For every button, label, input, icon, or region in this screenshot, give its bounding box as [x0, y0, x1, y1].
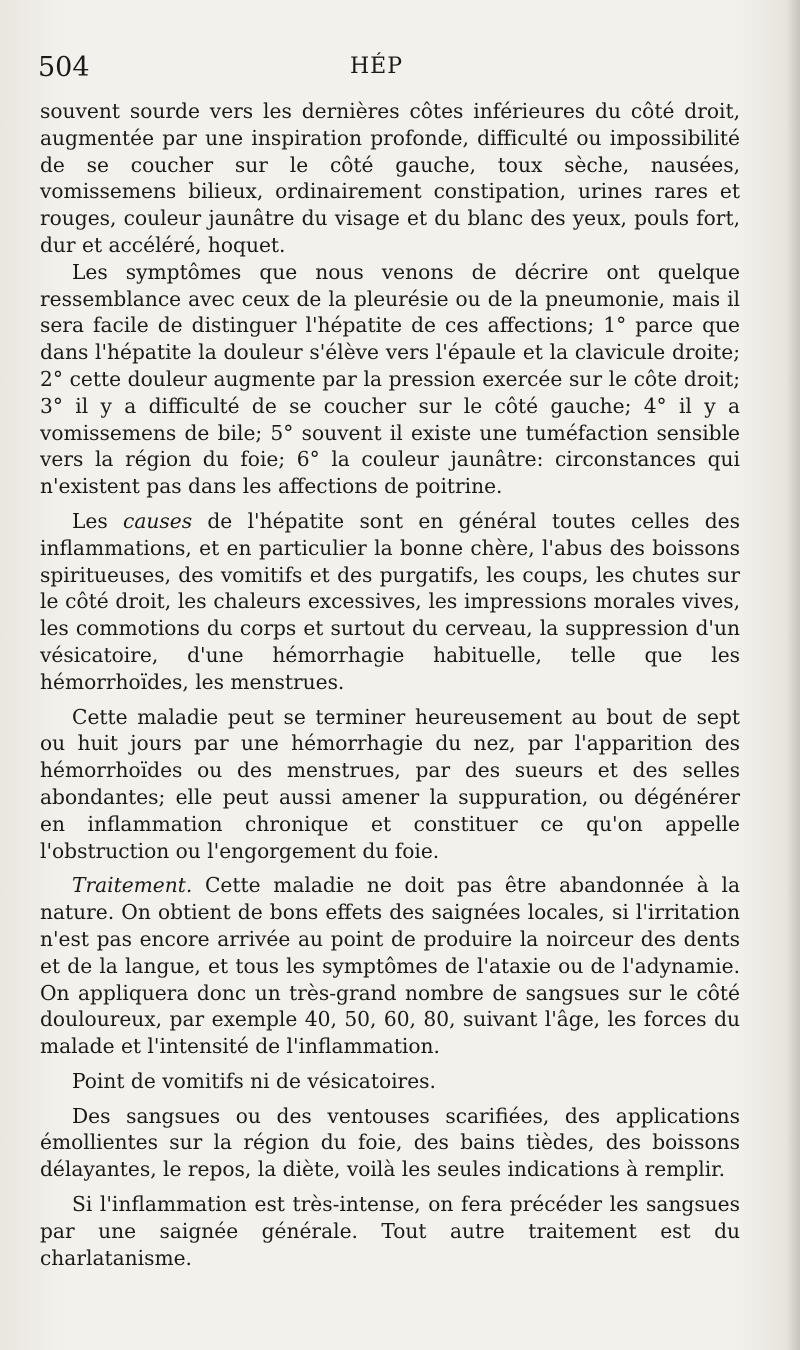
- paragraph-bloodletting: Si l'inflammation est très-intense, on fera précéder les sangsues par une saignée générale. Tout autre traitement est du charlatanisme.: [40, 1192, 740, 1270]
- paragraph-diagnosis: Les symptômes que nous venons de décrire ont quelque ressemblance avec ceux de la pleurésie ou de la pneumonie, mais il sera facile de distinguer l'hépatite de ces affections; 1° parce que dans l'hépatite la douleur s'élève vers l'épaule et la clavicule droite; 2° cette douleur augmente par la pression exercée sur le côte droit; 3° il y a difficulté de se coucher sur le côté gauche; 4° il y a vomissemens de bile; 5° souvent il existe une tuméfaction sensible vers la région du foie; 6° la couleur jaunâtre: circonstances qui n'existent pas dans les affections de poitrine.: [40, 259, 740, 499]
- page-edge-shadow: [786, 0, 800, 1350]
- paragraph-treatment: Traitement. Cette maladie ne doit pas être abandonnée à la nature. On obtient de bons effets des saignées locales, si l'irritation n'est pas encore arrivée au point de produire la noirceur des dents et de la langue, et tous les symptômes de l'ataxie ou de l'adynamie. On appliquera donc un très-grand nombre de sangsues sur le côté douloureux, par exemple 40, 50, 60, 80, suivant l'âge, les forces du malade et l'intensité de l'inflammation.: [40, 873, 740, 1059]
- paragraph-causes: Les causes de l'hépatite sont en général toutes celles des inflammations, et en particulier la bonne chère, l'abus des boissons spiritueuses, des vomitifs et des purgatifs, les coups, les chutes sur le côté droit, les chaleurs excessives, les impressions morales vives, les commotions du corps et surtout du cerveau, la suppression d'un vésicatoire, d'une hémorrhagie habituelle, telle que les hémorrhoïdes, les menstrues.: [40, 508, 740, 694]
- treatment-term: Traitement.: [72, 873, 193, 898]
- paragraph-outcome: Cette maladie peut se terminer heureusement au bout de sept ou huit jours par une hémorrhagie du nez, par l'apparition des hémorrhoïdes ou des menstrues, par des sueurs et des selles abondantes; elle peut aussi amener la suppuration, ou dégénérer en inflammation chronique et constituer ce qu'on appelle l'obstruction ou l'engorgement du foie.: [40, 704, 740, 863]
- paragraph-indications: Des sangsues ou des ventouses scarifiées, des applications émollientes sur la région du foie, des bains tièdes, des boissons délayantes, le repos, la diète, voilà les seules indications à remplir.: [40, 1103, 740, 1182]
- page-header: [38, 52, 738, 92]
- causes-term: causes: [123, 508, 193, 533]
- paragraph-contraindications: Point de vomitifs ni de vésicatoires.: [72, 1068, 436, 1093]
- running-head: HÉP: [350, 54, 404, 79]
- paragraph-symptoms-continued: souvent sourde vers les dernières côtes inférieures du côté droit, augmentée par une inspiration profonde, difficulté ou impossibilité de se coucher sur le côté gauche, toux sèche, nausées, vomissemens bilieux, ordinairement constipation, urines rares et rouges, couleur jaunâtre du visage et du blanc des yeux, pouls fort, dur et accéléré, hoquet.: [40, 99, 740, 257]
- body-text: [40, 98, 740, 1271]
- page-number: 504: [38, 52, 90, 83]
